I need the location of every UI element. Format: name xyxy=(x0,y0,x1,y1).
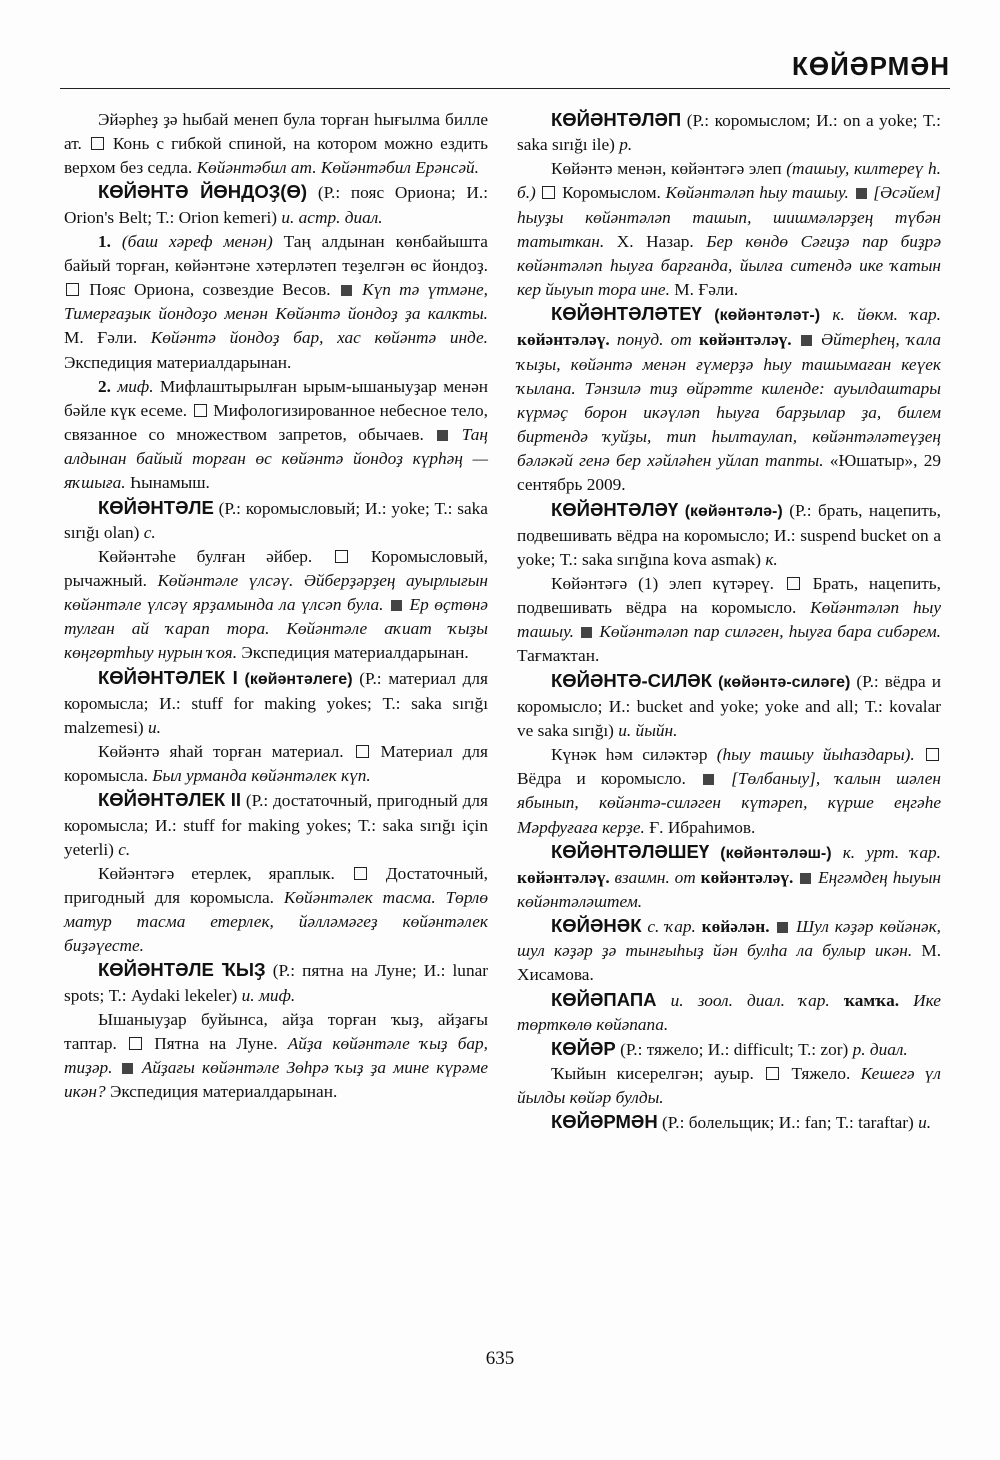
entry-definition: Көйәнтәгә (1) элеп күтәреү. Брать, нацепить, подвешивать вёдра на коромысло. Көйәнтәләп һыу ташыу. Көйәнтәләп пар силәген, һыуға бара сибәрем. Тағмаҡтан. xyxy=(517,573,942,666)
example-square-icon xyxy=(122,1063,133,1074)
entry-koyepapa: КӨЙӘПАПА и. зоол. диал. ҡар. ҡамҡа. Ике төрткөлө көйәпапа. xyxy=(517,988,941,1034)
translation-square-icon xyxy=(66,283,79,296)
translation-square-icon xyxy=(766,1067,779,1080)
headword: КӨЙӘНТӘЛЕ xyxy=(98,496,214,518)
entry-definition: Ҡыйын кисерелгән; ауыр. Тяжело. Кешегә үл йылды көйәр булды. xyxy=(517,1064,941,1108)
translation-square-icon xyxy=(542,186,555,199)
example-square-icon xyxy=(703,774,714,785)
example-square-icon xyxy=(341,285,352,296)
entry-koyentelek-2: КӨЙӘНТӘЛЕК II (Р.: достаточный, пригодный для коромысла; И.: stuff for making yokes; Т.: saka sırığı için yeterli) с. xyxy=(64,789,488,859)
entry-koyentelew: КӨЙӘНТӘЛӘҮ (көйәнтәлә-) (Р.: брать, нацепить, подвешивать вёдра на коромысло; И.: suspend bucket on a yoke; Т.: saka sırığına kova asmak) к. xyxy=(517,498,941,569)
entry-definition: Көйәнтә менән, көйәнтәгә элеп (ташыу, килтереү һ. б.) Коромыслом. Көйәнтәләп һыу ташыу. [Әсәйем] һыуҙы көйәнтәләп ташып, шишмәләрҙең түбән татыткан. Х. Назар. Бер көндө Сәғиҙә пар биҙрә көйәнтәләп һыуға барғанда, йылға ситендә ике ҡатын кер йыуып тора ине. М. Ғәли. xyxy=(517,159,941,300)
entry-definition: Көйәнтә яһай торған материал. Материал для коромысла. Был урманда көйәнтәлек күп. xyxy=(64,742,488,786)
entry-koyermen: КӨЙӘРМӘН (Р.: болельщик; И.: fan; Т.: taraftar) и. xyxy=(551,1111,932,1133)
example-square-icon xyxy=(800,873,811,884)
entry-koyente-silek: КӨЙӘНТӘ-СИЛӘК (көйәнтә-силәге) (Р.: вёдра и коромысло; И.: bucket and yoke; yoke and all; Т.: kovalar ve saka sırığı) и. йыйн. xyxy=(517,669,941,740)
entry-koyentelep: КӨЙӘНТӘЛӘП (Р.: коромыслом; И.: on a yoke; Т.: saka sırığı ile) р. xyxy=(517,109,941,155)
translation-square-icon xyxy=(91,137,104,150)
sense-2: 2. миф. Мифлаштырылған ырым-ышаныуҙар менән бәйле күк есеме. Мифологизированное небесное тело, связанное со множеством запретов, обычаев. Таң алдынан байый торған өс көйәнтә йондоҙ күрһәң — яҡшыға. Һынамыш. xyxy=(64,376,488,493)
translation-square-icon xyxy=(129,1037,142,1050)
entry-definition: Көйәнтәгә етерлек, яраплык. Достаточный, пригодный для коромысла. Көйәнтәлек тасма. Төрлө матур тасма етерлек, йәлләмәгеҙ көйәнтәлек биҙәүесте. xyxy=(64,863,488,956)
translation-square-icon xyxy=(926,748,939,761)
translation-square-icon xyxy=(194,404,207,417)
headword: КӨЙӘНӘК xyxy=(551,915,642,937)
entry-definition: Ышаныуҙар буйынса, айҙа торған ҡыҙ, айҙағы таптар. Пятна на Луне. Айҙа көйәнтәле ҡыҙ бар, тиҙәр. Айҙағы көйәнтәле Зөһрә ҡыҙ ҙа мине күрәме икән? Экспедиция материалдарынан. xyxy=(64,1009,488,1102)
headword: КӨЙӘНТӘ-СИЛӘК xyxy=(551,669,713,691)
page-number: 635 xyxy=(485,1348,515,1369)
example-square-icon xyxy=(801,335,812,346)
entry-definition: Көйәнтәһе булған әйбер. Коромысловый, рычажный. Көйәнтәле үлсәү. Әйберҙәрҙең ауырлығын көйәнтәле үлсәү ярҙамында ла үлсәп була. Ер өҫтөнә тулған ай ҡарап тора. Көйәнтәле аҡиат ҡыҙы көңгөртһыу нурын ҡоя. Экспедиция материалдарынан. xyxy=(64,546,488,663)
entry-koyenteleshew: КӨЙӘНТӘЛӘШЕҮ (көйәнтәләш-) к. урт. ҡар. көйәнтәләү. взаимн. от көйәнтәләү. Еңгәмдең һыуын көйәнтәләштем. xyxy=(517,840,941,911)
headword: КӨЙӘНТӘЛӘШЕҮ xyxy=(551,840,710,862)
example-square-icon xyxy=(437,430,448,441)
page-header xyxy=(60,40,950,89)
headword: КӨЙӘНТӘЛӘП xyxy=(551,109,682,130)
translation-square-icon xyxy=(787,577,800,590)
sense-1: 1. (баш хәреф менән) Таң алдынан көнбайышта байый торған, көйәнтәне хәтерләтеп теҙелгән өс йондоҙ. Пояс Ориона, созвездие Весов. Күп тә үтмәне, Тимерғаҙык йондоҙо менән Көйәнтә йондоҙ ҙа калкты. М. Ғәли. Көйәнтә йондоҙ бар, хас көйәнтә инде. Экспедиция материалдарынан. xyxy=(64,231,489,372)
example-square-icon xyxy=(856,188,867,199)
headword: КӨЙӘНТӘЛЕК I xyxy=(98,666,238,688)
headword: КӨЙӘНТӘЛӘҮ xyxy=(551,498,679,520)
entry-continuation: Эйәрһеҙ ҙә һыбай менеп була торған һығылма билле ат. Конь с гибкой спиной, на котором можно ездить верхом без седла. Көйәнтәбил ат. Көйәнтәбил Ерәнсәй. xyxy=(64,110,488,178)
translation-square-icon xyxy=(356,745,369,758)
entry-koyentelek-1: КӨЙӘНТӘЛЕК I (көйәнтәлеге) (Р.: материал для коромысла; И.: stuff for making yokes; Т.: saka sırığı malzemesi) и. xyxy=(64,666,489,737)
entry-koyer: КӨЙӘР (Р.: тяжело; И.: difficult; Т.: zor) р. диал. xyxy=(551,1037,908,1059)
entry-koyenteletew: КӨЙӘНТӘЛӘТЕҮ (көйәнтәләт-) к. йөкм. ҡар. көйәнтәләү. понуд. от көйәнтәләү. Әйтерһең, ҡала ҡыҙы, көйәнтә менән ғүмерҙә һыу ташымаған кеүек ҡылана. Тәнзилә тиҙ өйрәтте киленде: ауылдаштары күрмәҫ борон икәүләп һыуға барҙылар ҙа, билем биртендә ҡуйҙы, тип һылтаулап, көйәнтәләтеүҙең бәләкәй генә бер хәйләһен уйлап тапты. «Юшатыр», 29 сентябрь 2009. xyxy=(517,303,941,495)
running-head: КӨЙӘРМӘН xyxy=(792,51,950,81)
example-square-icon xyxy=(777,922,788,933)
entry-koyentele-kyz: КӨЙӘНТӘЛЕ ҠЫҘ (Р.: пятна на Луне; И.: lunar spots; Т.: Aydaki lekeler) и. миф. xyxy=(64,959,489,1005)
entry-definition: Күнәк һәм силәктәр (һыу ташыу йыһаздары). Вёдра и коромысло. [Төлбаныу], ҡалын шәлен ябынып, көйәнтә-силәген күтәреп, күрше еңгәһе Мәрфуғаға керҙе. Ғ. Ибраһимов. xyxy=(517,745,942,837)
headword: КӨЙӘНТӘЛӘТЕҮ xyxy=(551,303,702,325)
translation-square-icon xyxy=(354,867,367,880)
entry-koyente-yondoz: КӨЙӘНТӘ ЙӨНДОҘ(Ө) (Р.: пояс Ориона; И.: Orion's Belt; Т.: Orion kemeri) и. астр. диал. xyxy=(64,181,489,227)
entry-koyenek: КӨЙӘНӘК с. ҡар. көйәлән. Шул кәҙәр көйәнәк, шул кәҙәр ҙә тынғыһыҙ йән булһа ла булыр икән. М. Хисамова. xyxy=(517,915,942,985)
headword: КӨЙӘНТӘ ЙӨНДОҘ(Ө) xyxy=(98,181,308,203)
headword: КӨЙӘНТӘЛЕ ҠЫҘ xyxy=(98,959,266,981)
translation-square-icon xyxy=(335,550,348,563)
left-column xyxy=(64,108,488,1104)
headword: КӨЙӘПАПА xyxy=(551,988,657,1010)
headword: КӨЙӘРМӘН xyxy=(551,1111,658,1133)
example-square-icon xyxy=(581,627,592,638)
headword: КӨЙӘНТӘЛЕК II xyxy=(98,789,242,811)
entry-koyentele: КӨЙӘНТӘЛЕ (Р.: коромысловый; И.: yoke; Т.: saka sırığı olan) с. xyxy=(64,496,488,542)
right-column xyxy=(517,108,941,1136)
example-square-icon xyxy=(391,600,402,611)
headword: КӨЙӘР xyxy=(551,1037,616,1059)
